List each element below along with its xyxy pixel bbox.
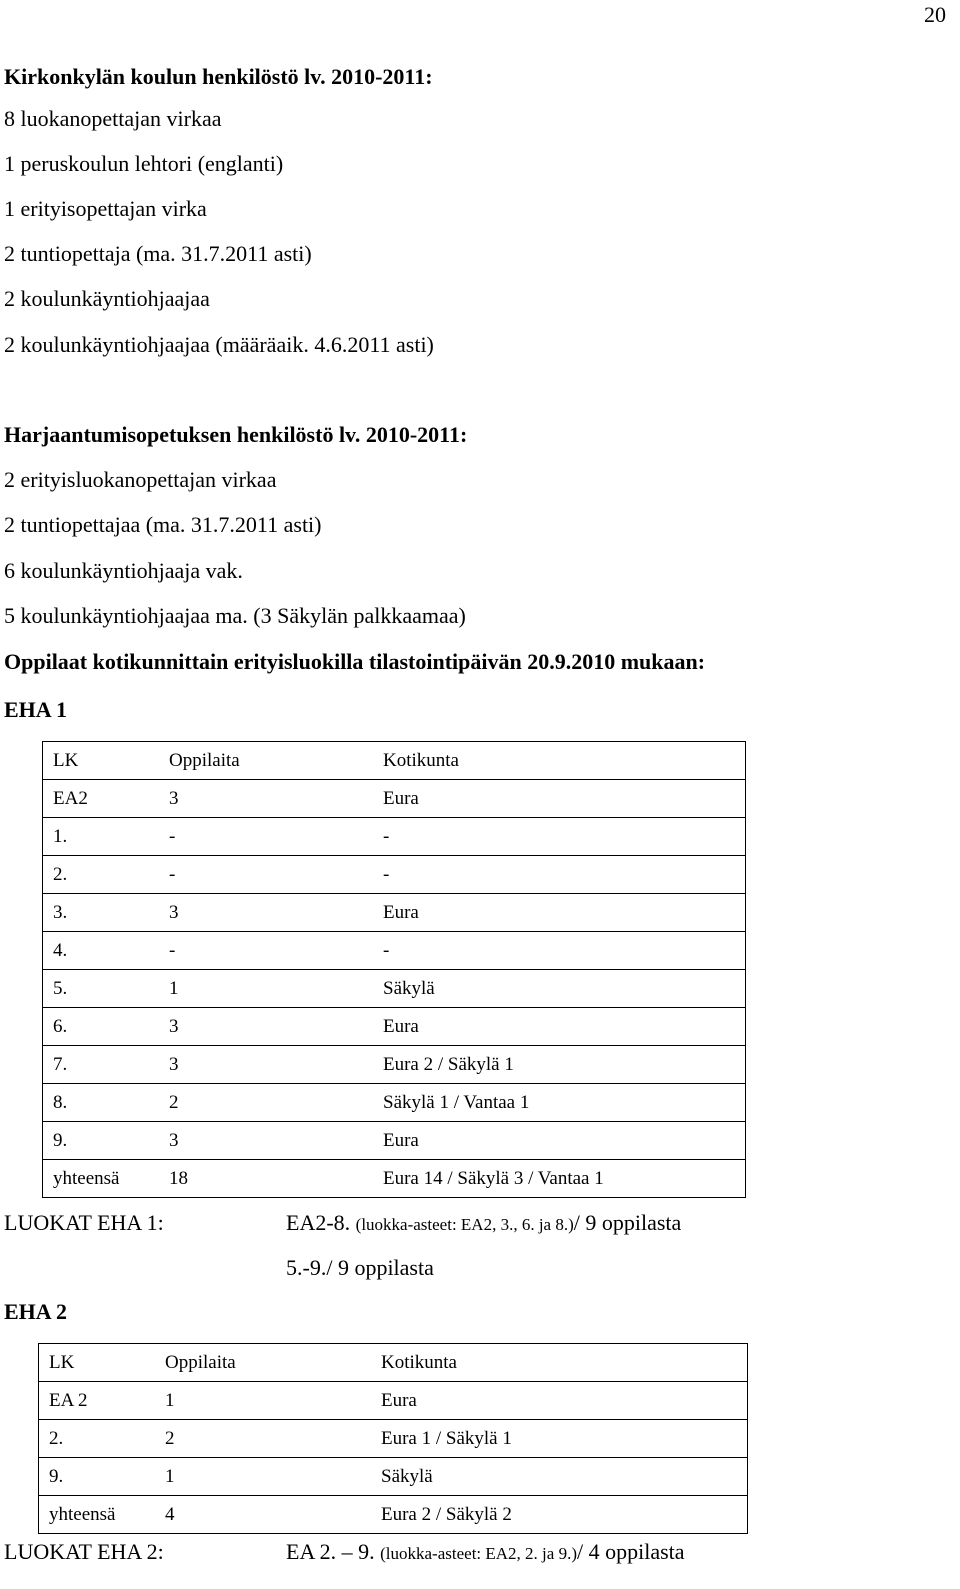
table-row (39, 1382, 748, 1420)
cell-oppilaita: 1 (155, 1458, 371, 1496)
cell-lk: 1. (43, 818, 160, 856)
table-header-row (39, 1344, 748, 1382)
cell-oppilaita: 3 (159, 894, 373, 932)
cell-lk: yhteensä (43, 1160, 160, 1198)
eha1-table (42, 741, 746, 1198)
table-row (39, 1458, 748, 1496)
cell-oppilaita: 3 (159, 1008, 373, 1046)
summary-main: EA 2. – 9. (286, 1539, 375, 1564)
cell-kotikunta: Säkylä 1 / Vantaa 1 (373, 1084, 746, 1122)
staff-line: 6 koulunkäyntiohjaaja vak. (4, 558, 243, 583)
header-cell: Oppilaita (155, 1344, 371, 1382)
cell-oppilaita: 18 (159, 1160, 373, 1198)
staff-line: 1 erityisopettajan virka (4, 196, 207, 221)
cell-kotikunta: Eura (373, 894, 746, 932)
cell-lk: 9. (43, 1122, 160, 1160)
staff-heading-harjaantumis: Harjaantumisopetuksen henkilöstö lv. 2010-2011: (4, 422, 468, 447)
cell-kotikunta: - (373, 932, 746, 970)
staff-line: 2 koulunkäyntiohjaajaa (määräaik. 4.6.2011 asti) (4, 332, 434, 357)
table-row (43, 1046, 746, 1084)
cell-lk: 3. (43, 894, 160, 932)
cell-oppilaita: 2 (159, 1084, 373, 1122)
cell-oppilaita: - (159, 856, 373, 894)
table-header-row (43, 742, 746, 780)
cell-lk: 2. (43, 856, 160, 894)
table-total-row (39, 1496, 748, 1534)
cell-kotikunta: Säkylä (373, 970, 746, 1008)
table-row (43, 818, 746, 856)
staff-line: 2 koulunkäyntiohjaajaa (4, 286, 210, 311)
cell-oppilaita: 4 (155, 1496, 371, 1534)
cell-oppilaita: - (159, 932, 373, 970)
staff-line: 5 koulunkäyntiohjaajaa ma. (3 Säkylän palkkaamaa) (4, 603, 466, 628)
cell-oppilaita: 3 (159, 780, 373, 818)
cell-lk: EA2 (43, 780, 160, 818)
cell-kotikunta: - (373, 818, 746, 856)
cell-oppilaita: 3 (159, 1122, 373, 1160)
cell-kotikunta: Eura (373, 1122, 746, 1160)
eha1-summary-line1 (286, 1212, 681, 1234)
summary-count: / 9 oppilasta (573, 1210, 682, 1235)
table-row (43, 1008, 746, 1046)
cell-lk: 9. (39, 1458, 156, 1496)
cell-lk: 8. (43, 1084, 160, 1122)
cell-kotikunta: - (373, 856, 746, 894)
cell-oppilaita: 3 (159, 1046, 373, 1084)
cell-kotikunta: Eura (371, 1382, 748, 1420)
students-heading: Oppilaat kotikunnittain erityisluokilla tilastointipäivän 20.9.2010 mukaan: (4, 649, 706, 674)
table-row (43, 1084, 746, 1122)
cell-lk: yhteensä (39, 1496, 156, 1534)
table-total-row (43, 1160, 746, 1198)
cell-kotikunta: Eura (373, 1008, 746, 1046)
table-row (43, 894, 746, 932)
cell-kotikunta: Säkylä (371, 1458, 748, 1496)
cell-lk: 5. (43, 970, 160, 1008)
header-cell: LK (43, 742, 160, 780)
cell-kotikunta: Eura 14 / Säkylä 3 / Vantaa 1 (373, 1160, 746, 1198)
staff-line: 2 erityisluokanopettajan virkaa (4, 467, 277, 492)
cell-kotikunta: Eura 2 / Säkylä 1 (373, 1046, 746, 1084)
cell-lk: 7. (43, 1046, 160, 1084)
staff-heading-kirkonkyla: Kirkonkylän koulun henkilöstö lv. 2010-2011: (4, 64, 433, 89)
table-row (43, 970, 746, 1008)
eha2-title: EHA 2 (4, 1299, 67, 1324)
cell-oppilaita: - (159, 818, 373, 856)
cell-kotikunta: Eura 2 / Säkylä 2 (371, 1496, 748, 1534)
table-row (43, 932, 746, 970)
cell-lk: 6. (43, 1008, 160, 1046)
eha1-summary-label: LUOKAT EHA 1: (4, 1210, 164, 1235)
header-cell: LK (39, 1344, 156, 1382)
cell-kotikunta: Eura (373, 780, 746, 818)
cell-lk: 4. (43, 932, 160, 970)
summary-count: / 4 oppilasta (576, 1539, 685, 1564)
header-cell: Kotikunta (371, 1344, 748, 1382)
staff-line: 2 tuntiopettajaa (ma. 31.7.2011 asti) (4, 512, 322, 537)
eha2-summary-line1 (286, 1541, 685, 1563)
summary-main: EA2-8. (286, 1210, 351, 1235)
staff-line: 1 peruskoulun lehtori (englanti) (4, 151, 284, 176)
header-cell: Oppilaita (159, 742, 373, 780)
cell-kotikunta: Eura 1 / Säkylä 1 (371, 1420, 748, 1458)
table-row (43, 780, 746, 818)
summary-grades: (luokka-asteet: EA2, 3., 6. ja 8.) (355, 1215, 574, 1234)
summary-grades: (luokka-asteet: EA2, 2. ja 9.) (380, 1544, 577, 1563)
cell-oppilaita: 1 (159, 970, 373, 1008)
cell-lk: 2. (39, 1420, 156, 1458)
eha1-summary-line2: 5.-9./ 9 oppilasta (286, 1255, 434, 1280)
staff-line: 2 tuntiopettaja (ma. 31.7.2011 asti) (4, 241, 312, 266)
page-number: 20 (924, 2, 946, 27)
table-row (39, 1420, 748, 1458)
cell-oppilaita: 1 (155, 1382, 371, 1420)
eha1-title: EHA 1 (4, 697, 67, 722)
eha2-summary-label: LUOKAT EHA 2: (4, 1539, 164, 1564)
eha2-table (38, 1343, 748, 1534)
cell-oppilaita: 2 (155, 1420, 371, 1458)
table-row (43, 856, 746, 894)
staff-line: 8 luokanopettajan virkaa (4, 106, 222, 131)
cell-lk: EA 2 (39, 1382, 156, 1420)
table-row (43, 1122, 746, 1160)
header-cell: Kotikunta (373, 742, 746, 780)
